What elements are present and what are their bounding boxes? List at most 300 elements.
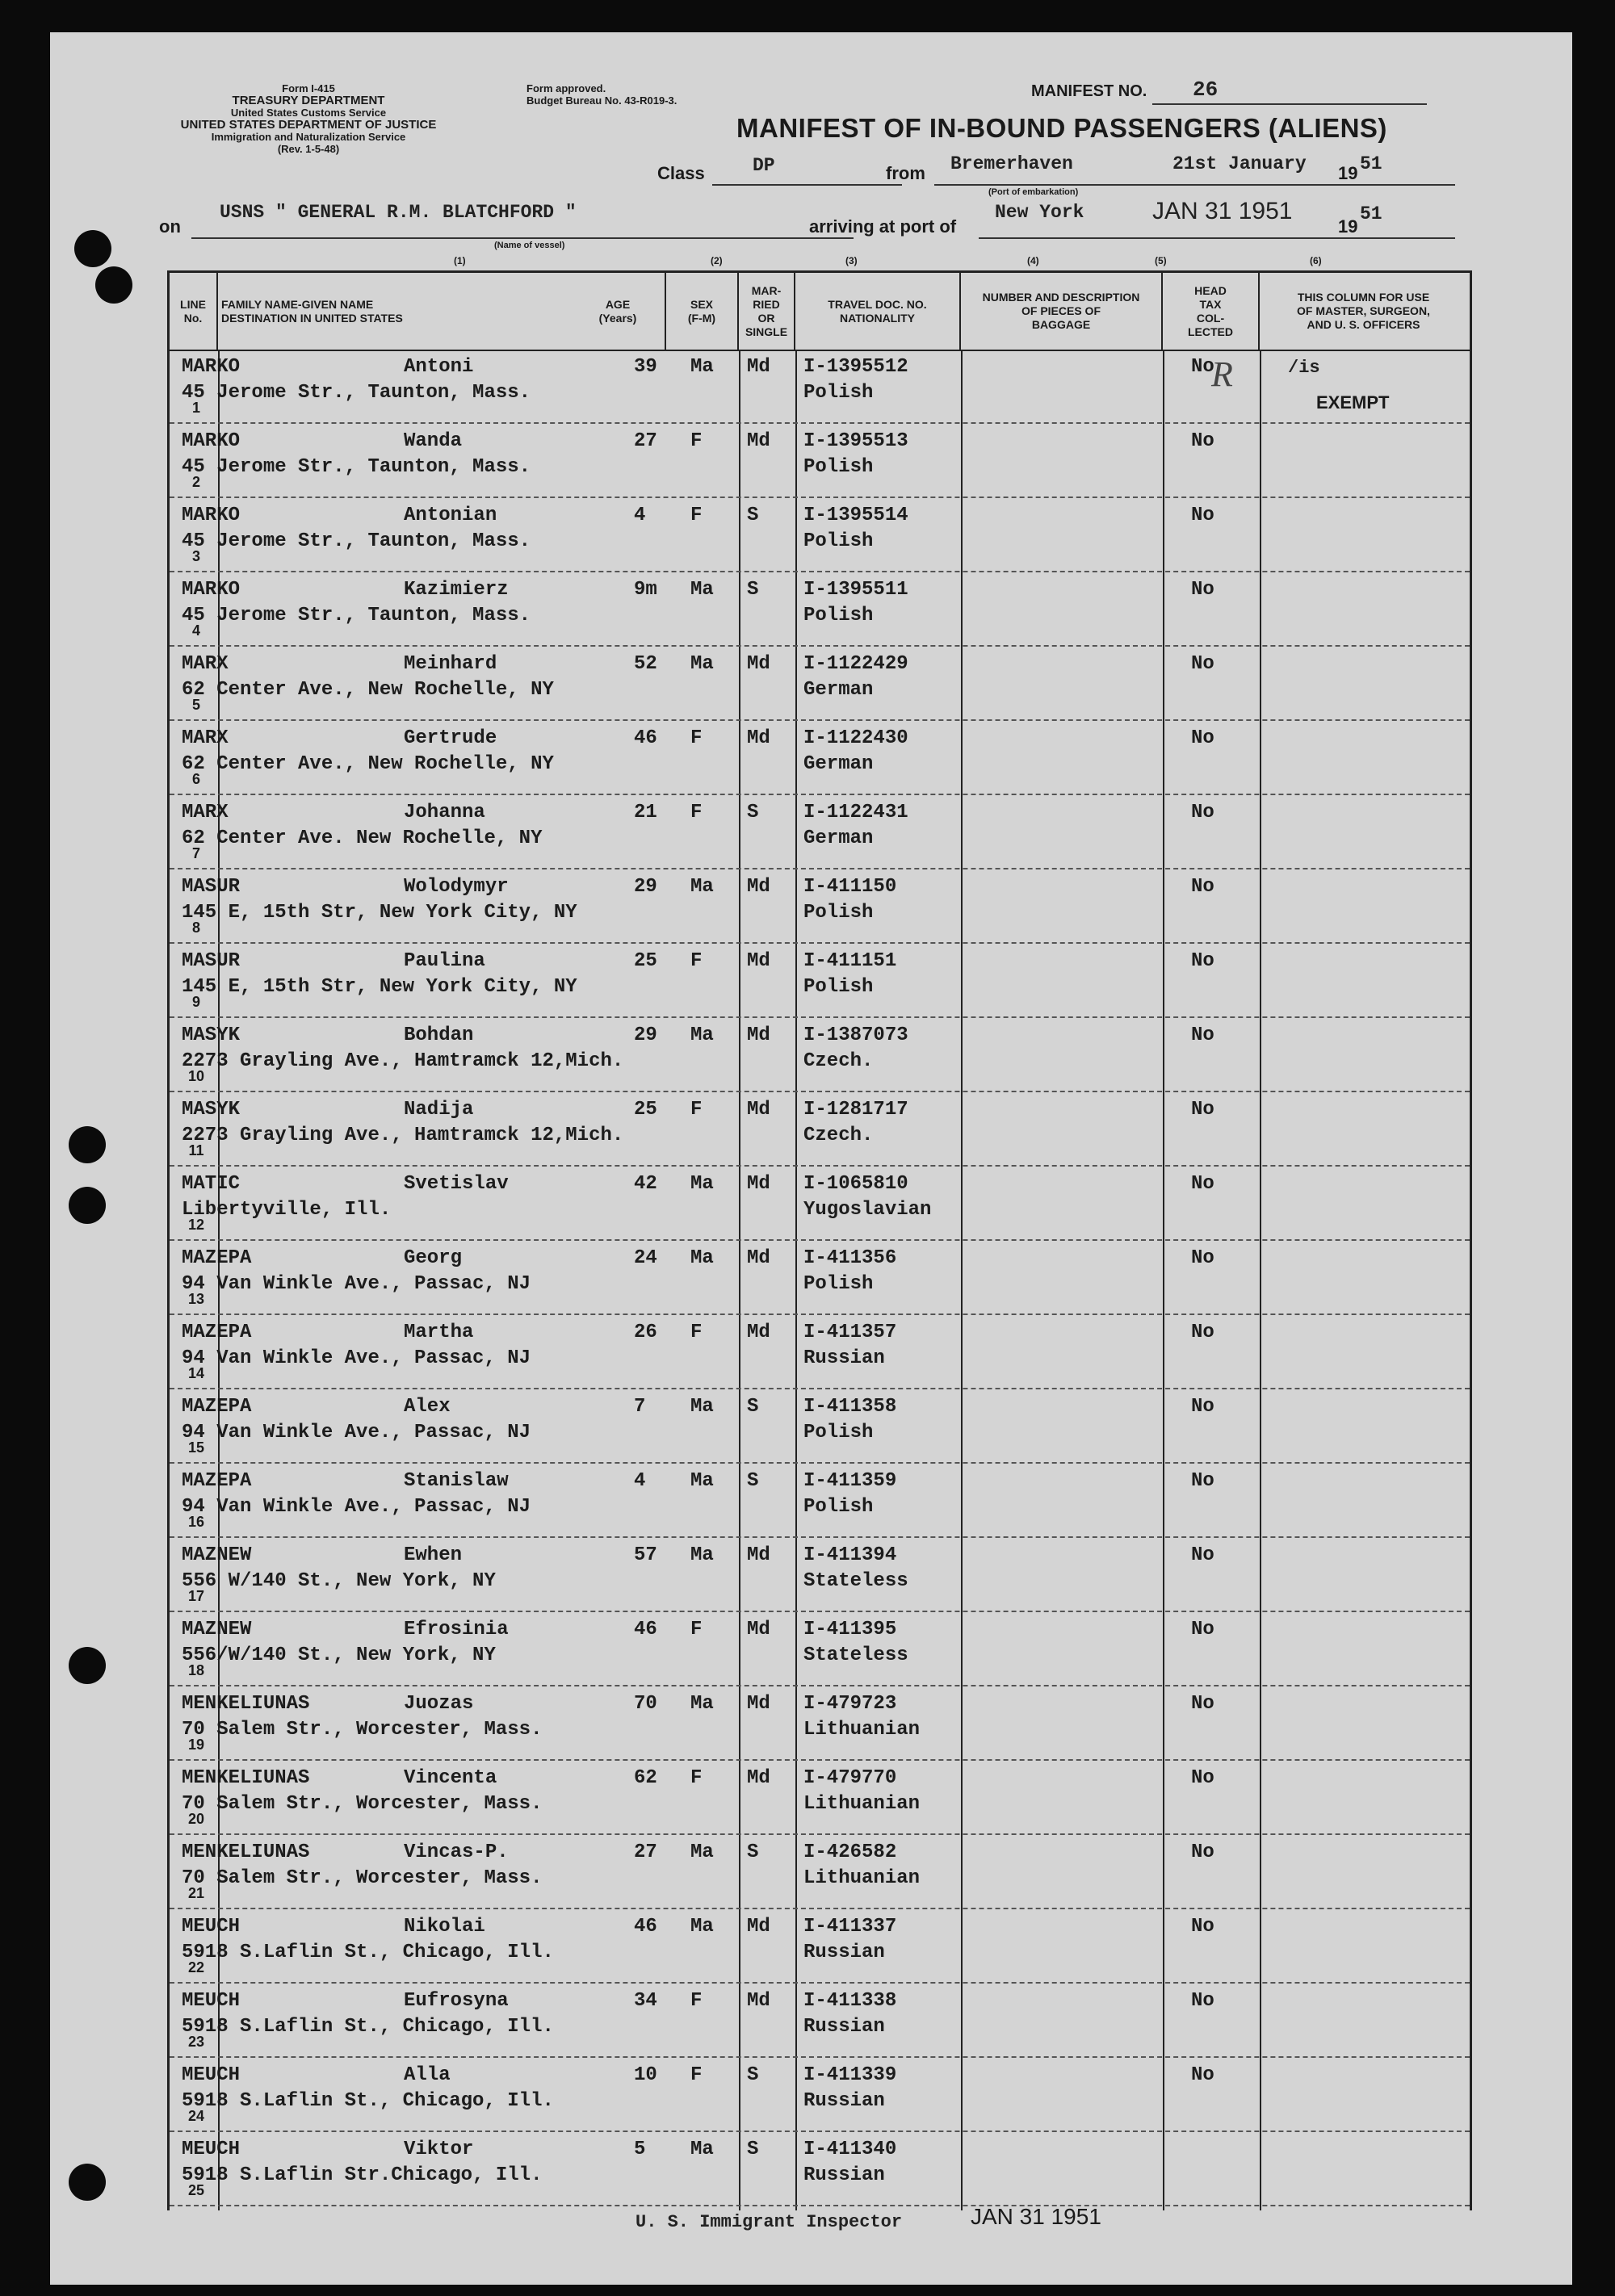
line-number: 8 (191, 920, 200, 936)
age: 70 (634, 1693, 657, 1715)
travel-doc-number: I-411150 (803, 876, 897, 898)
destination: 5918 S.Laflin St., Chicago, Ill. (182, 1942, 554, 1963)
age: 62 (634, 1767, 657, 1789)
given-name: Alla (404, 2064, 451, 2086)
header-name-text: FAMILY NAME-GIVEN NAME DESTINATION IN UNITED STATES (221, 297, 403, 325)
manifest-page (50, 32, 1572, 2285)
given-name: Svetislav (404, 1173, 509, 1195)
nationality: Polish (803, 456, 874, 478)
head-tax: No (1191, 1767, 1214, 1789)
destination: 145 E, 15th Str, New York City, NY (182, 976, 577, 998)
sex: F (690, 505, 703, 526)
from-label: from (886, 163, 925, 183)
marital-status: Md (747, 653, 770, 675)
marital-status: S (747, 2064, 759, 2086)
table-row (170, 1018, 1470, 1092)
table-row (170, 1315, 1470, 1389)
family-name: MARX (182, 802, 229, 823)
head-tax: No (1191, 1247, 1214, 1269)
travel-doc-number: I-411359 (803, 1470, 897, 1492)
nationality: Russian (803, 1942, 885, 1963)
travel-doc-number: I-411356 (803, 1247, 897, 1269)
destination: 94 Van Winkle Ave., Passac, NJ (182, 1273, 531, 1295)
table-row (170, 1984, 1470, 2058)
line-number: 1 (191, 400, 200, 416)
table-row (170, 498, 1470, 572)
marital-status: S (747, 505, 759, 526)
approval-block (526, 82, 736, 107)
travel-doc-number: I-411340 (803, 2139, 897, 2160)
travel-doc-number: I-1395514 (803, 505, 908, 526)
sex: Ma (690, 653, 714, 675)
line-number: 9 (191, 994, 200, 1010)
ins-service: Immigration and Naturalization Service (211, 131, 406, 143)
given-name: Viktor (404, 2139, 474, 2160)
line-number: 2 (191, 474, 200, 490)
travel-doc-number: I-1395511 (803, 579, 908, 601)
destination: 556/W/140 St., New York, NY (182, 1644, 496, 1666)
line-number: 21 (187, 1885, 205, 1901)
head-tax: No (1191, 1099, 1214, 1121)
marital-status: Md (747, 1099, 770, 1121)
family-name: MAZEPA (182, 1322, 252, 1343)
marital-status: S (747, 802, 759, 823)
marital-status: S (747, 1841, 759, 1863)
class-underline (712, 184, 902, 186)
line-number: 24 (187, 2108, 205, 2124)
head-tax: No (1191, 1024, 1214, 1046)
binder-hole (69, 2164, 106, 2201)
head-tax: No (1191, 876, 1214, 898)
table-row (170, 572, 1470, 647)
given-name: Paulina (404, 950, 485, 972)
head-tax: No (1191, 727, 1214, 749)
year-prefix: 19 (1338, 163, 1358, 183)
nationality: Russian (803, 1347, 885, 1369)
marital-status: Md (747, 430, 770, 452)
age: 34 (634, 1990, 657, 2012)
line-number: 13 (187, 1291, 205, 1307)
table-row (170, 1538, 1470, 1612)
departure-year: 51 (1360, 153, 1382, 174)
table-row (170, 1835, 1470, 1909)
vessel-underline (191, 237, 854, 239)
nationality: German (803, 679, 874, 701)
header-line-no-text: LINE No. (180, 297, 206, 325)
age: 27 (634, 430, 657, 452)
head-tax: No (1191, 1990, 1214, 2012)
given-name: Ewhen (404, 1544, 463, 1566)
treasury-dept: TREASURY DEPARTMENT (232, 94, 385, 107)
given-name: Vincas-P. (404, 1841, 509, 1863)
arriving-label: arriving at port of (809, 216, 957, 237)
age: 39 (634, 356, 657, 378)
header-baggage-text: NUMBER AND DESCRIPTION OF PIECES OF BAGGAGE (982, 291, 1140, 331)
family-name: MASUR (182, 876, 241, 898)
binder-hole (69, 1126, 106, 1163)
sex: F (690, 802, 703, 823)
age: 10 (634, 2064, 657, 2086)
table-row (170, 1612, 1470, 1686)
family-name: MAZEPA (182, 1247, 252, 1269)
line-number: 19 (187, 1737, 205, 1753)
given-name: Alex (404, 1396, 451, 1418)
sex: Ma (690, 1916, 714, 1938)
travel-doc-number: I-411337 (803, 1916, 897, 1938)
travel-doc-number: I-1387073 (803, 1024, 908, 1046)
destination: 62 Center Ave. New Rochelle, NY (182, 827, 543, 849)
footer-date-stamp: JAN 31 1951 (971, 2204, 1101, 2229)
age: 29 (634, 1024, 657, 1046)
family-name: MASYK (182, 1099, 241, 1121)
line-number: 18 (187, 1662, 205, 1678)
head-tax: No (1191, 802, 1214, 823)
sex: F (690, 727, 703, 749)
given-name: Stanislaw (404, 1470, 509, 1492)
sex: Ma (690, 579, 714, 601)
destination: 70 Salem Str., Worcester, Mass. (182, 1719, 543, 1741)
header-married-text: MAR- RIED OR SINGLE (745, 283, 788, 338)
line-number: 23 (187, 2034, 205, 2050)
family-name: MEUCH (182, 2064, 241, 2086)
table-row (170, 2058, 1470, 2132)
travel-doc-number: I-411338 (803, 1990, 897, 2012)
binder-hole (69, 1187, 106, 1224)
marital-status: S (747, 1396, 759, 1418)
given-name: Johanna (404, 802, 485, 823)
arrival-underline (979, 237, 1455, 239)
marital-status: Md (747, 356, 770, 378)
travel-doc-number: I-411339 (803, 2064, 897, 2086)
nationality: German (803, 753, 874, 775)
destination: 5918 S.Laflin St., Chicago, Ill. (182, 2090, 554, 2112)
marital-status: Md (747, 1322, 770, 1343)
line-number: 4 (191, 622, 200, 639)
destination: 5918 S.Laflin Str.Chicago, Ill. (182, 2164, 543, 2186)
colnum-5: (5) (1155, 255, 1167, 266)
sex: F (690, 1099, 703, 1121)
given-name: Wanda (404, 430, 463, 452)
nationality: Polish (803, 1496, 874, 1518)
family-name: MASUR (182, 950, 241, 972)
sex: Ma (690, 1544, 714, 1566)
travel-doc-number: I-479770 (803, 1767, 897, 1789)
colnum-1: (1) (454, 255, 466, 266)
vessel-caption: (Name of vessel) (494, 241, 565, 250)
header-age-text: AGE (Years) (598, 297, 637, 325)
sex: F (690, 430, 703, 452)
customs-service: United States Customs Service (230, 107, 387, 119)
nationality: Stateless (803, 1644, 908, 1666)
family-name: MAZNEW (182, 1619, 252, 1640)
line-number: 7 (191, 845, 200, 861)
header-officers-text: THIS COLUMN FOR USE OF MASTER, SURGEON, AND U. S. OFFICERS (1297, 291, 1430, 331)
given-name: Vincenta (404, 1767, 497, 1789)
head-tax: No (1191, 1693, 1214, 1715)
age: 27 (634, 1841, 657, 1863)
manifest-number: 26 (1193, 78, 1219, 102)
travel-doc-number: I-1395513 (803, 430, 908, 452)
family-name: MEUCH (182, 1990, 241, 2012)
table-row (170, 1464, 1470, 1538)
header-travel-doc (795, 273, 961, 350)
travel-doc-number: I-411395 (803, 1619, 897, 1640)
given-name: Gertrude (404, 727, 497, 749)
destination: 94 Van Winkle Ave., Passac, NJ (182, 1496, 531, 1518)
destination: Libertyville, Ill. (182, 1199, 392, 1221)
nationality: Russian (803, 2016, 885, 2038)
header-baggage (961, 273, 1163, 350)
given-name: Martha (404, 1322, 474, 1343)
table-row (170, 1761, 1470, 1835)
header-sex (666, 273, 739, 350)
sex: F (690, 1619, 703, 1640)
age: 46 (634, 727, 657, 749)
age: 42 (634, 1173, 657, 1195)
form-revision: (Rev. 1-5-48) (277, 143, 340, 155)
from-underline (934, 184, 1455, 186)
justice-dept: UNITED STATES DEPARTMENT OF JUSTICE (180, 118, 437, 132)
age: 24 (634, 1247, 657, 1269)
sex: Ma (690, 356, 714, 378)
head-tax: No (1191, 653, 1214, 675)
arrival-year-prefix: 19 (1338, 216, 1358, 237)
header-head-tax (1163, 273, 1260, 350)
form-approved: Form approved. (526, 82, 606, 94)
sex: Ma (690, 1396, 714, 1418)
line-number: 10 (187, 1068, 205, 1084)
binder-hole (74, 230, 111, 267)
table-row (170, 1909, 1470, 1984)
line-number: 22 (187, 1959, 205, 1975)
departure-date: 21st January (1172, 153, 1307, 174)
sex: F (690, 1990, 703, 2012)
vessel-name: USNS " GENERAL R.M. BLATCHFORD " (220, 202, 577, 223)
sex: Ma (690, 1247, 714, 1269)
line-number: 17 (187, 1588, 205, 1604)
family-name: MARX (182, 727, 229, 749)
marital-status: Md (747, 950, 770, 972)
given-name: Bohdan (404, 1024, 474, 1046)
binder-hole (95, 266, 132, 304)
head-tax: No (1191, 430, 1214, 452)
nationality: Czech. (803, 1125, 874, 1146)
marital-status: S (747, 2139, 759, 2160)
arrival-year: 51 (1360, 203, 1382, 224)
travel-doc-number: I-1122429 (803, 653, 908, 675)
given-name: Kazimierz (404, 579, 509, 601)
age: 26 (634, 1322, 657, 1343)
exempt-stamp: EXEMPT (1316, 392, 1390, 413)
marital-status: Md (747, 876, 770, 898)
nationality: Lithuanian (803, 1719, 921, 1741)
marital-status: S (747, 579, 759, 601)
destination: 45 Jerome Str., Taunton, Mass. (182, 605, 531, 626)
head-tax: No (1191, 1544, 1214, 1566)
destination: 145 E, 15th Str, New York City, NY (182, 902, 577, 924)
sex: Ma (690, 1024, 714, 1046)
head-tax: No (1191, 505, 1214, 526)
destination: 45 Jerome Str., Taunton, Mass. (182, 530, 531, 552)
family-name: MAZEPA (182, 1396, 252, 1418)
line-number: 5 (191, 697, 200, 713)
destination: 2273 Grayling Ave., Hamtramck 12,Mich. (182, 1050, 624, 1072)
travel-doc-number: I-479723 (803, 1693, 897, 1715)
head-tax: No (1191, 579, 1214, 601)
given-name: Antoni (404, 356, 474, 378)
nationality: Russian (803, 2164, 885, 2186)
given-name: Nikolai (404, 1916, 485, 1938)
destination: 45 Jerome Str., Taunton, Mass. (182, 382, 531, 404)
family-name: MENKELIUNAS (182, 1841, 310, 1863)
table-row (170, 944, 1470, 1018)
marital-status: Md (747, 1693, 770, 1715)
destination: 70 Salem Str., Worcester, Mass. (182, 1867, 543, 1889)
given-name: Meinhard (404, 653, 497, 675)
passenger-table (167, 270, 1472, 2210)
port-embark-caption: (Port of embarkation) (988, 187, 1079, 197)
line-number: 6 (191, 771, 200, 787)
sex: Ma (690, 1693, 714, 1715)
sex: Ma (690, 1173, 714, 1195)
nationality: Yugoslavian (803, 1199, 932, 1221)
nationality: Polish (803, 1273, 874, 1295)
destination: 94 Van Winkle Ave., Passac, NJ (182, 1347, 531, 1369)
table-row (170, 424, 1470, 498)
head-tax: No (1191, 1322, 1214, 1343)
given-name: Juozas (404, 1693, 474, 1715)
table-row (170, 647, 1470, 721)
table-row (170, 795, 1470, 869)
nationality: Stateless (803, 1570, 908, 1592)
line-number: 20 (187, 1811, 205, 1827)
sex: F (690, 950, 703, 972)
header-travel-doc-text: TRAVEL DOC. NO. NATIONALITY (828, 297, 927, 325)
travel-doc-number: I-1395512 (803, 356, 908, 378)
arrival-port: New York (995, 202, 1084, 223)
head-tax: No (1191, 1173, 1214, 1195)
marital-status: Md (747, 1247, 770, 1269)
travel-doc-number: I-411151 (803, 950, 897, 972)
sex: Ma (690, 876, 714, 898)
header-officers (1260, 273, 1467, 350)
table-row (170, 1167, 1470, 1241)
table-row (170, 1389, 1470, 1464)
family-name: MATIC (182, 1173, 241, 1195)
nationality: Czech. (803, 1050, 874, 1072)
header-line-no (170, 273, 218, 350)
line-number: 14 (187, 1365, 205, 1381)
marital-status: S (747, 1470, 759, 1492)
family-name: MEUCH (182, 2139, 241, 2160)
row-divider (170, 2205, 1470, 2206)
header-married (739, 273, 795, 350)
destination: 556 W/140 St., New York, NY (182, 1570, 496, 1592)
table-row (170, 350, 1470, 424)
age: 46 (634, 1619, 657, 1640)
row1-officer-note: /is (1288, 358, 1320, 378)
line-number: 16 (187, 1514, 205, 1530)
marital-status: Md (747, 727, 770, 749)
sex: F (690, 1322, 703, 1343)
head-tax: No (1191, 2064, 1214, 2086)
travel-doc-number: I-1122430 (803, 727, 908, 749)
table-row (170, 1241, 1470, 1315)
age: 5 (634, 2139, 646, 2160)
marital-status: Md (747, 1619, 770, 1640)
line-number: 3 (191, 548, 200, 564)
given-name: Nadija (404, 1099, 474, 1121)
age: 25 (634, 1099, 657, 1121)
nationality: Lithuanian (803, 1793, 921, 1815)
age: 25 (634, 950, 657, 972)
head-tax: No (1191, 1619, 1214, 1640)
travel-doc-number: I-411394 (803, 1544, 897, 1566)
family-name: MARKO (182, 356, 241, 378)
nationality: Polish (803, 530, 874, 552)
line-number: 12 (187, 1217, 205, 1233)
age: 52 (634, 653, 657, 675)
age: 29 (634, 876, 657, 898)
travel-doc-number: I-411358 (803, 1396, 897, 1418)
given-name: Eufrosyna (404, 1990, 509, 2012)
nationality: Russian (803, 2090, 885, 2112)
arrival-stamp: JAN 31 1951 (1152, 198, 1293, 224)
given-name: Efrosinia (404, 1619, 509, 1640)
colnum-2: (2) (711, 255, 723, 266)
destination: 94 Van Winkle Ave., Passac, NJ (182, 1422, 531, 1443)
colnum-6: (6) (1310, 255, 1322, 266)
destination: 2273 Grayling Ave., Hamtramck 12,Mich. (182, 1125, 624, 1146)
nationality: Polish (803, 605, 874, 626)
age: 7 (634, 1396, 646, 1418)
table-row (170, 869, 1470, 944)
table-row (170, 2132, 1470, 2206)
head-tax: No (1191, 1470, 1214, 1492)
from-value: Bremerhaven (950, 153, 1073, 174)
destination: 70 Salem Str., Worcester, Mass. (182, 1793, 543, 1815)
marital-status: Md (747, 1990, 770, 2012)
marital-status: Md (747, 1767, 770, 1789)
age: 46 (634, 1916, 657, 1938)
given-name: Wolodymyr (404, 876, 509, 898)
sex: Ma (690, 1470, 714, 1492)
head-tax: No (1191, 356, 1214, 378)
given-name: Georg (404, 1247, 463, 1269)
inspector-label: U. S. Immigrant Inspector (636, 2212, 903, 2232)
age: 4 (634, 505, 646, 526)
family-name: MAZEPA (182, 1470, 252, 1492)
form-header-block (179, 82, 438, 155)
on-label: on (159, 216, 181, 237)
age: 57 (634, 1544, 657, 1566)
family-name: MENKELIUNAS (182, 1767, 310, 1789)
sex: Ma (690, 2139, 714, 2160)
row1-tax-mark: R (1211, 354, 1233, 394)
marital-status: Md (747, 1024, 770, 1046)
destination: 45 Jerome Str., Taunton, Mass. (182, 456, 531, 478)
table-row (170, 721, 1470, 795)
family-name: MARKO (182, 430, 241, 452)
header-sex-text: SEX (F-M) (687, 297, 716, 325)
destination: 62 Center Ave., New Rochelle, NY (182, 753, 554, 775)
marital-status: Md (747, 1544, 770, 1566)
head-tax: No (1191, 1916, 1214, 1938)
line-number: 11 (188, 1142, 204, 1158)
nationality: Polish (803, 382, 874, 404)
travel-doc-number: I-426582 (803, 1841, 897, 1863)
nationality: Polish (803, 902, 874, 924)
